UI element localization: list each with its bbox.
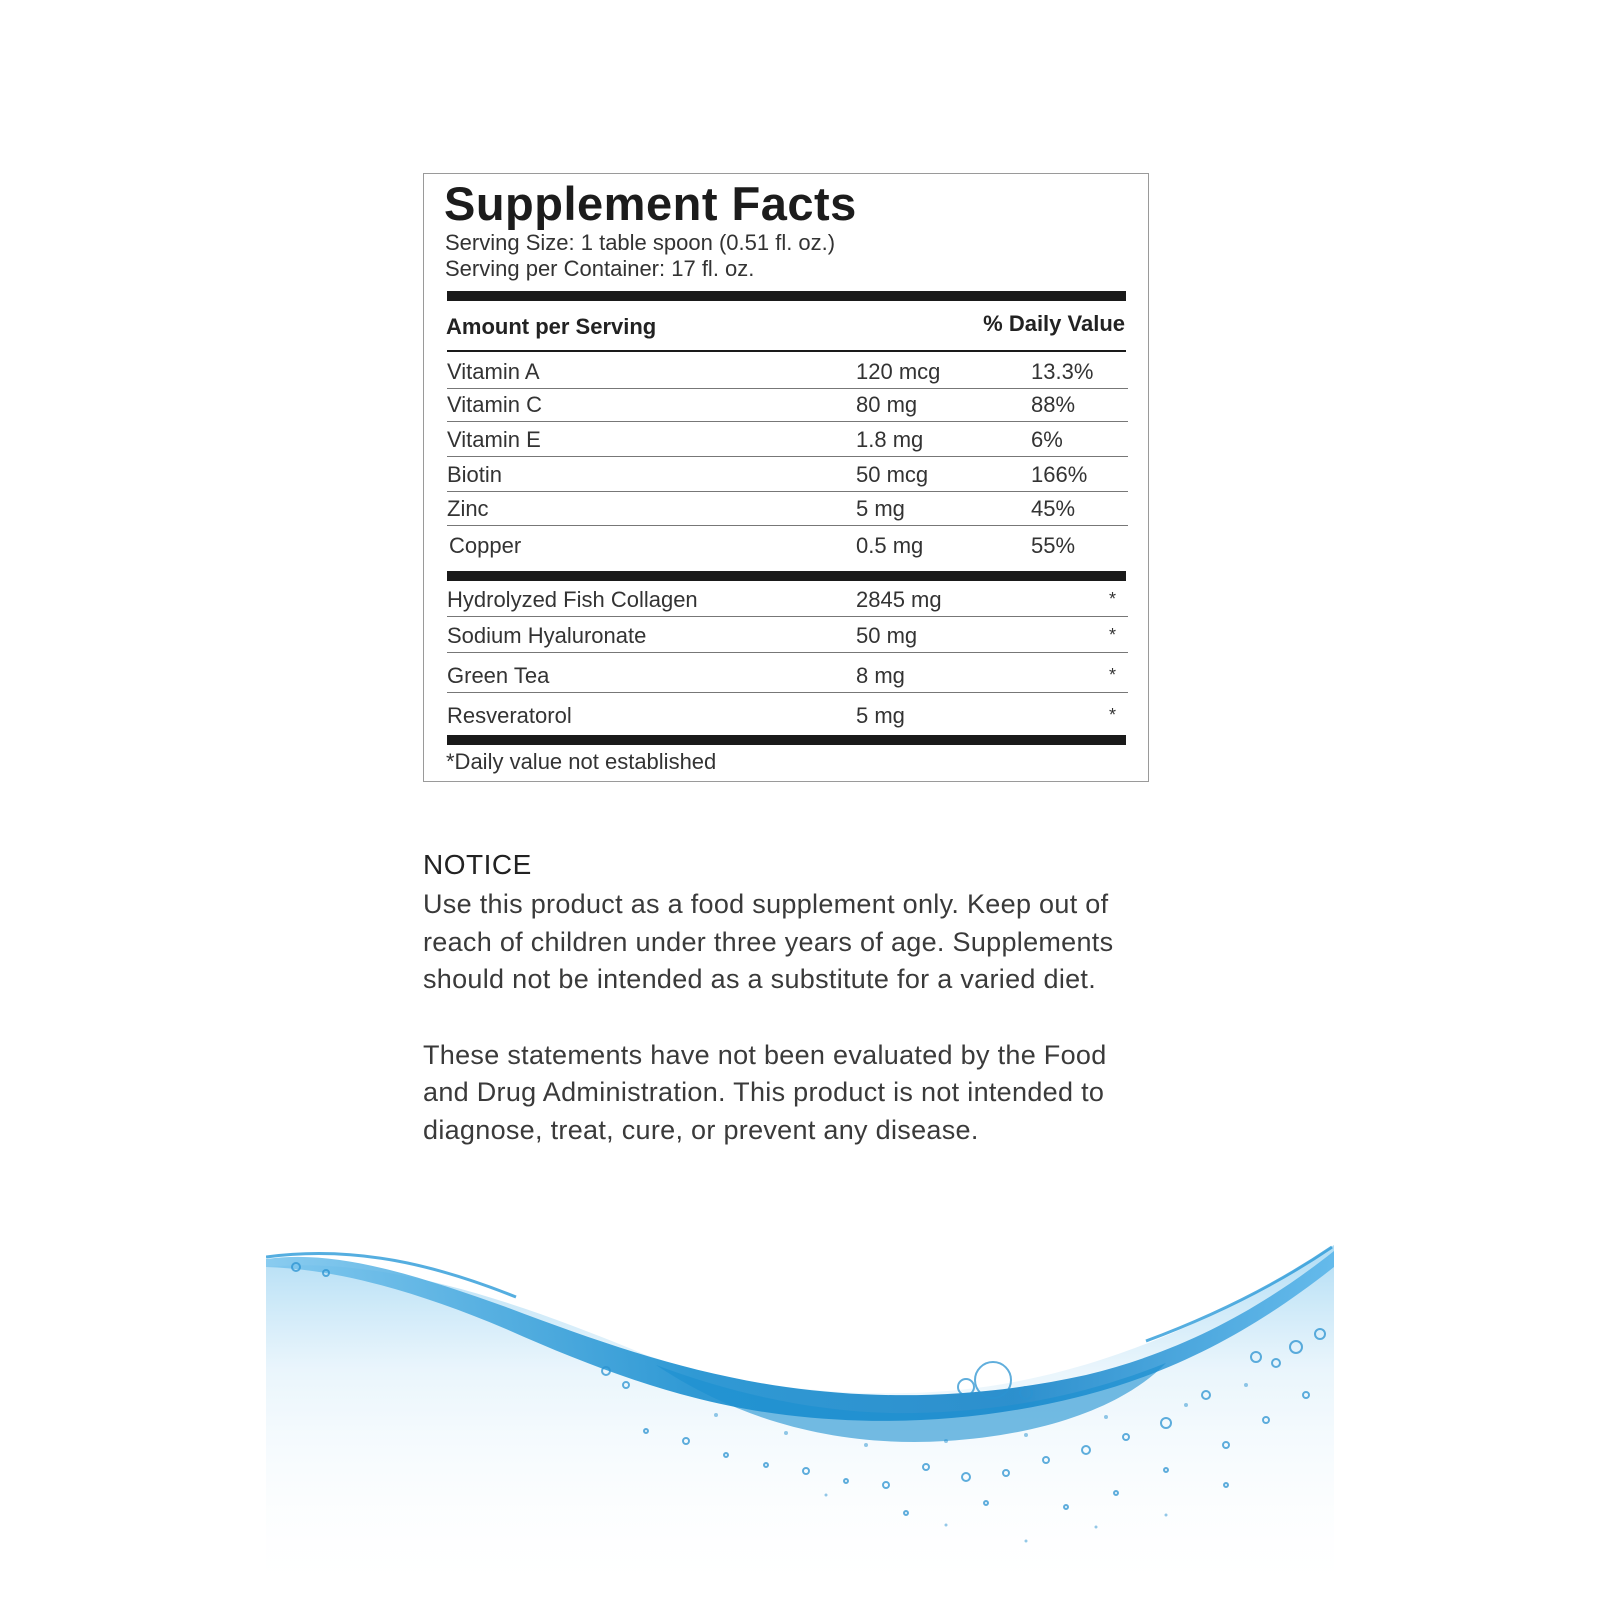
nutrient-daily-value: 55% [1031, 533, 1076, 558]
ingredient-amount: 8 mg [856, 663, 905, 688]
divider-bar [447, 291, 1126, 301]
nutrient-daily-value: 88% [1031, 392, 1076, 417]
nutrient-amount: 50 mcg [856, 462, 929, 487]
nutrient-amount: 80 mg [856, 392, 918, 417]
nutrient-daily-value: 13.3% [1031, 359, 1094, 384]
footnote: *Daily value not established [446, 749, 717, 774]
table-row [447, 492, 1128, 526]
notice-section [423, 848, 1143, 1149]
facts-title: Supplement Facts [444, 177, 857, 230]
ingredient-daily-value: * [1108, 625, 1116, 645]
nutrient-amount: 5 mg [856, 496, 905, 521]
ingredient-name: Resveratorol [447, 703, 572, 728]
ingredient-amount: 50 mg [856, 623, 918, 648]
ingredient-daily-value: * [1108, 665, 1116, 685]
nutrient-amount: 120 mcg [856, 359, 941, 384]
nutrient-name: Vitamin C [447, 392, 542, 417]
nutrient-name: Copper [449, 533, 522, 558]
serving-per-container: Serving per Container: 17 fl. oz. [445, 256, 755, 281]
water-splash-image [266, 1245, 1334, 1600]
nutrient-name: Vitamin E [447, 427, 541, 452]
table-row [447, 457, 1128, 492]
ingredient-name: Sodium Hyaluronate [447, 623, 647, 648]
table-row [447, 653, 1128, 693]
fda-disclaimer-paragraph: These statements have not been evaluated by the Food and Drug Administration. This product is not intended to diagnose, treat, cure, or prevent any disease. [423, 1039, 1107, 1145]
nutrient-name: Biotin [447, 462, 503, 487]
table-row [447, 581, 1128, 617]
amount-per-serving-header: Amount per Serving [446, 314, 657, 339]
table-row [447, 526, 1128, 562]
nutrient-amount: 0.5 mg [856, 533, 924, 558]
divider-bar [447, 571, 1126, 581]
ingredient-amount: 5 mg [856, 703, 905, 728]
ingredient-name: Green Tea [447, 663, 550, 688]
nutrient-name: Zinc [447, 496, 489, 521]
nutrient-daily-value: 6% [1031, 427, 1063, 452]
table-row [447, 693, 1128, 732]
supplement-facts-panel [423, 173, 1149, 782]
ingredient-amount: 2845 mg [856, 587, 942, 612]
ingredient-daily-value: * [1108, 589, 1116, 609]
nutrient-daily-value: 45% [1031, 496, 1076, 521]
table-row [447, 422, 1128, 457]
notice-title: NOTICE [423, 849, 532, 880]
serving-size: Serving Size: 1 table spoon (0.51 fl. oz.) [445, 230, 836, 255]
nutrient-name: Vitamin A [447, 359, 540, 384]
table-row [447, 389, 1128, 422]
ingredient-daily-value: * [1108, 705, 1116, 725]
divider-bar [447, 735, 1126, 745]
table-row [447, 352, 1128, 389]
ingredient-name: Hydrolyzed Fish Collagen [447, 587, 698, 612]
table-row [447, 617, 1128, 653]
daily-value-header: % Daily Value [983, 311, 1125, 336]
nutrient-amount: 1.8 mg [856, 427, 924, 452]
notice-paragraph: Use this product as a food supplement only. Keep out of reach of children under three years of age. Supplements should not be intended as a substitute for a varied diet. [423, 889, 1114, 994]
nutrient-daily-value: 166% [1031, 462, 1088, 487]
